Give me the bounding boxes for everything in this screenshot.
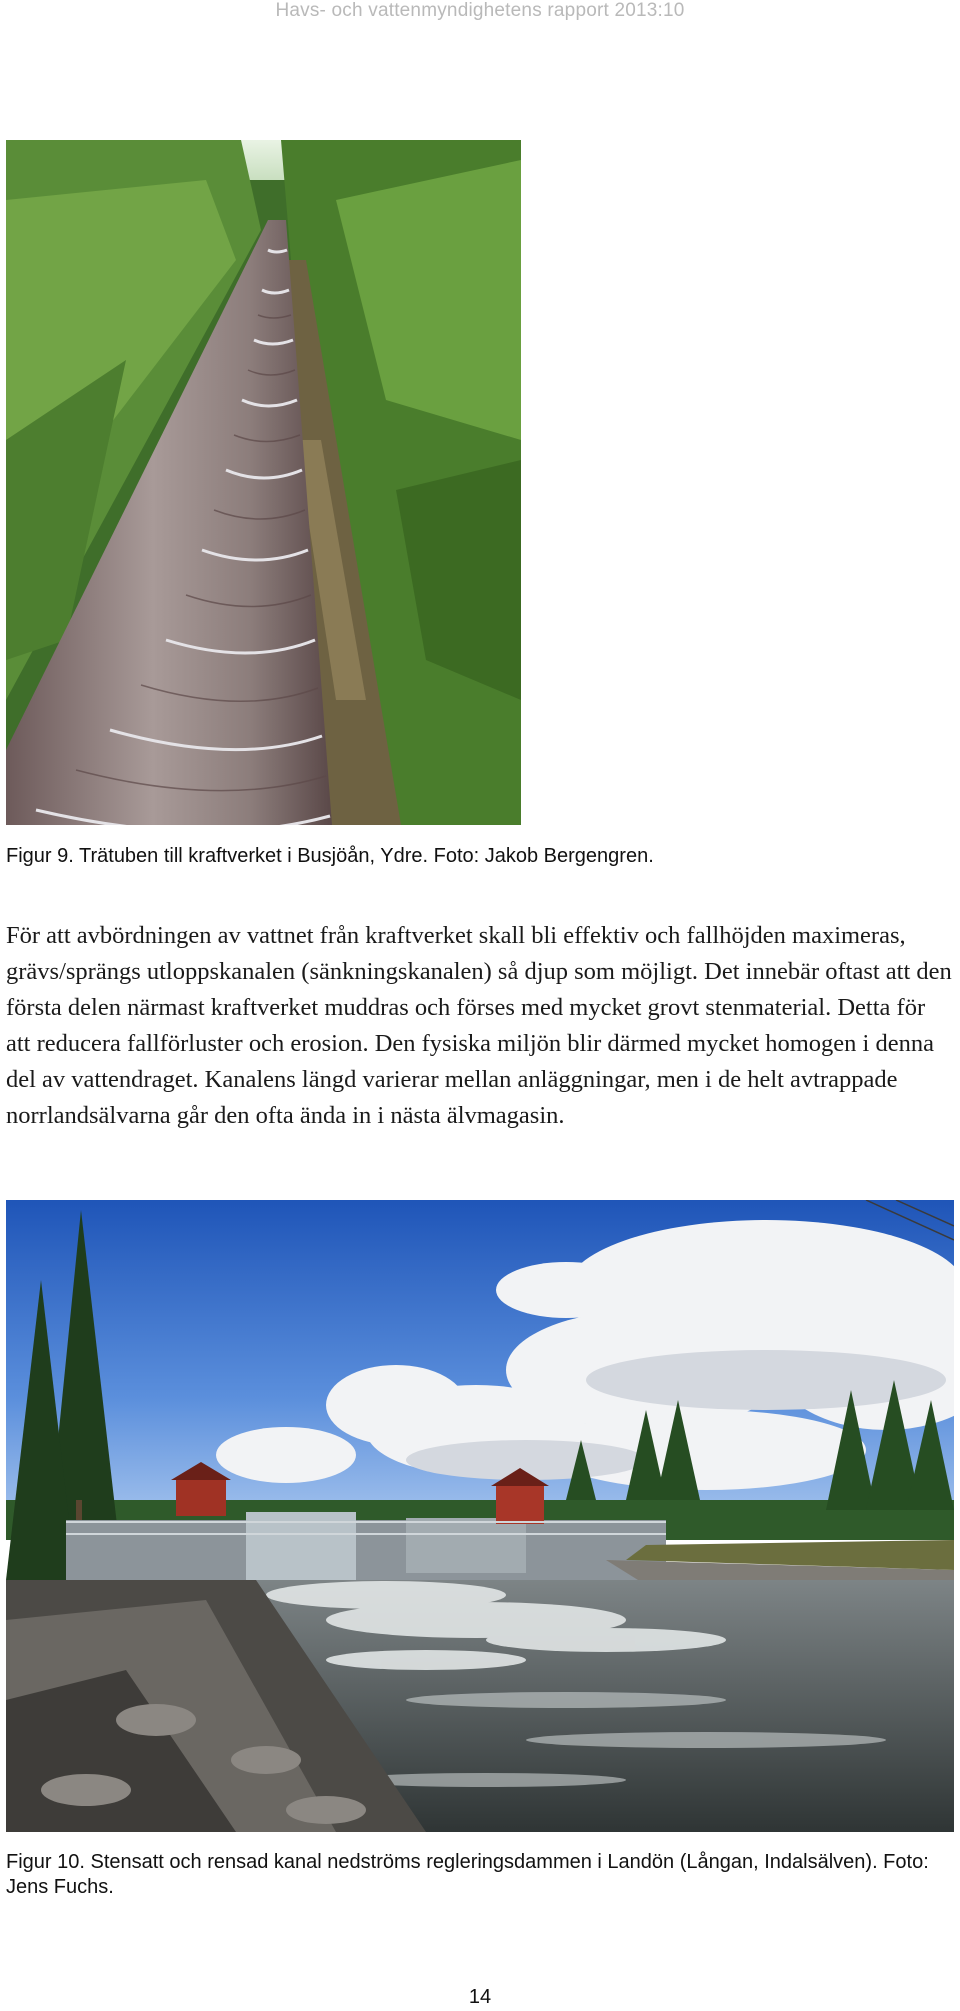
wooden-pipe-photo	[6, 140, 521, 825]
report-header: Havs- och vattenmyndighetens rapport 2013:10	[275, 0, 685, 21]
dam-canal-photo	[6, 1200, 954, 1832]
page-number: 14	[468, 1986, 492, 2008]
figure-9-caption: Figur 9. Trätuben till kraftverket i Busjöån, Ydre. Foto: Jakob Bergengren.	[6, 845, 654, 867]
figure-10-caption: Figur 10. Stensatt och rensad kanal nedströms regleringsdammen i Landön (Långan, Indalsälven). Foto: Jens Fuchs.	[6, 1851, 929, 1898]
body-paragraph: För att avbördningen av vattnet från kraftverket skall bli effektiv och fallhöjden maximeras, grävs/sprängs utloppskanalen (sänkningskanalen) så djup som möjligt. Det innebär oftast att den första delen närmast kraftverket muddras och förses med mycket grovt stenmaterial. Detta för att reducera fallförluster och erosion. Den fysiska miljön blir därmed mycket homogen i denna del av vattendraget. Kanalens längd varierar mellan anläggningar, men i de helt avtrappade norrlandsälvarna går den ofta ända in i nästa älvmagasin.	[6, 922, 952, 1129]
